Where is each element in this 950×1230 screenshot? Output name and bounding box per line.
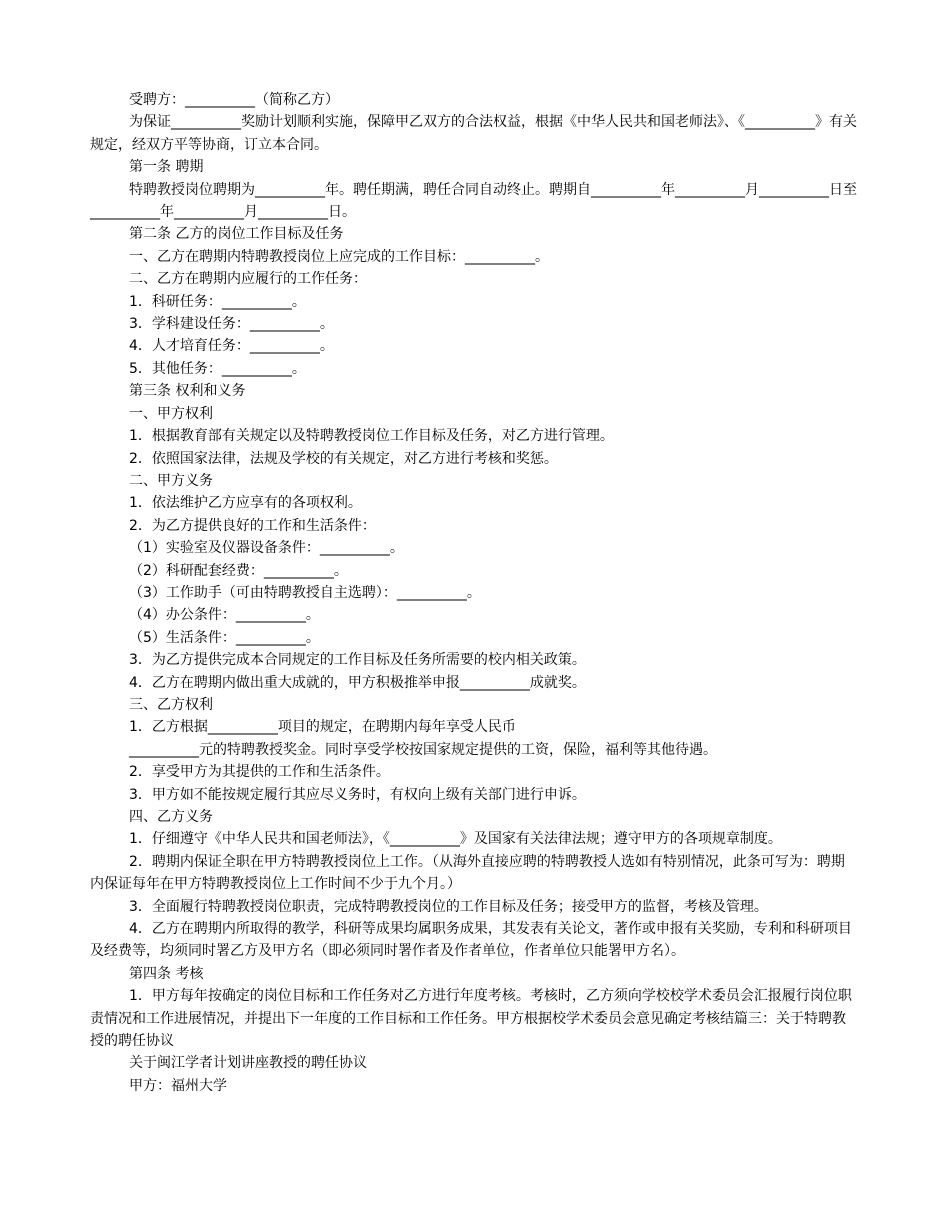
document-paragraph: （4）办公条件：__________。 <box>129 607 320 624</box>
document-paragraph: 甲方：福州大学 <box>129 1077 227 1094</box>
document-paragraph: 1．仔细遵守《中华人民共和国老师法》，《__________》及国家有关法律法规；遵守甲方的各项规章制度。 <box>129 831 782 848</box>
document-paragraph: （2）科研配套经费：__________。 <box>129 562 348 579</box>
document-paragraph: 一、乙方在聘期内特聘教授岗位上应完成的工作目标：__________。 <box>129 248 549 265</box>
document-paragraph: 特聘教授岗位聘期为__________年。聘任期满，聘任合同自动终止。聘期自__________年__________月__________日至__________年__________月__________日。 <box>90 181 857 221</box>
document-paragraph: __________元的特聘教授奖金。同时享受学校按国家规定提供的工资，保险，福利等其他待遇。 <box>129 741 717 758</box>
document-body <box>90 89 858 1097</box>
document-paragraph: 第二条 乙方的岗位工作目标及任务 <box>129 226 344 243</box>
document-paragraph: 2．依照国家法律，法规及学校的有关规定，对乙方进行考核和奖惩。 <box>129 450 558 467</box>
document-paragraph: 3．全面履行特聘教授岗位职责，完成特聘教授岗位的工作目标及任务；接受甲方的监督，考核及管理。 <box>129 898 768 915</box>
document-paragraph: 二、乙方在聘期内应履行的工作任务： <box>129 271 367 288</box>
document-paragraph: 关于闽江学者计划讲座教授的聘任协议 <box>129 1055 367 1072</box>
document-paragraph: 2．享受甲方为其提供的工作和生活条件。 <box>129 764 390 781</box>
document-paragraph: （3）工作助手（可由特聘教授自主选聘）：__________。 <box>129 584 481 601</box>
document-paragraph: 第一条 聘期 <box>129 159 204 176</box>
document-paragraph: 5．其他任务：__________。 <box>129 360 306 377</box>
document-paragraph: 四、乙方义务 <box>129 809 213 825</box>
document-paragraph: 4．乙方在聘期内所取得的教学，科研等成果均属职务成果，其发表有关论文，著作或申报有关奖励，专利和科研项目及经费等，均须同时署乙方及甲方名（即必须同时署作者及作者单位，作者单位只能署甲方名）。 <box>90 921 852 960</box>
document-paragraph: 2．为乙方提供良好的工作和生活条件： <box>129 517 376 534</box>
document-paragraph: 一、甲方权利 <box>129 405 213 422</box>
document-paragraph: 1．依法维护乙方应享有的各项权利。 <box>129 495 362 512</box>
document-paragraph: 1．甲方每年按确定的岗位目标和工作任务对乙方进行年度考核。考核时，乙方须向学校校学术委员会汇报履行岗位职责情况和工作进展情况，并提出下一年度的工作目标和工作任务。甲方根据校学术委员会意见确定考核结篇三：关于特聘教授的聘任协议 <box>90 988 852 1050</box>
document-paragraph: 2．聘期内保证全职在甲方特聘教授岗位上工作。（从海外直接应聘的特聘教授人选如有特别情况，此条可写为：聘期内保证每年在甲方特聘教授岗位上工作时间不少于九个月。） <box>90 853 845 893</box>
document-paragraph: 二、甲方义务 <box>129 472 213 489</box>
document-paragraph: 4．人才培育任务：__________。 <box>129 338 334 355</box>
document-paragraph: 为保证__________奖励计划顺利实施，保障甲乙双方的合法权益，根据《中华人民共和国老师法》、《__________》有关规定，经双方平等协商，订立本合同。 <box>90 114 857 153</box>
document-paragraph: 3．学科建设任务：__________。 <box>129 316 334 333</box>
document-paragraph: 第四条 考核 <box>129 965 204 982</box>
document-paragraph: 4．乙方在聘期内做出重大成就的，甲方积极推举申报__________成就奖。 <box>129 674 586 691</box>
document-paragraph: 1．科研任务：__________。 <box>129 293 306 310</box>
document-paragraph: 3．为乙方提供完成本合同规定的工作目标及任务所需要的校内相关政策。 <box>129 652 586 669</box>
document-paragraph: （5）生活条件：__________。 <box>129 629 320 646</box>
document-paragraph: （1）实验室及仪器设备条件：__________。 <box>129 540 404 557</box>
document-paragraph: 3．甲方如不能按规定履行其应尽义务时，有权向上级有关部门进行申诉。 <box>129 786 586 803</box>
document-paragraph: 第三条 权利和义务 <box>129 383 246 400</box>
document-paragraph: 受聘方：__________（简称乙方） <box>129 92 339 108</box>
document-paragraph: 1．乙方根据__________项目的规定，在聘期内每年享受人民币 <box>129 719 516 736</box>
document-paragraph: 1．根据教育部有关规定以及特聘教授岗位工作目标及任务，对乙方进行管理。 <box>129 428 614 445</box>
document-paragraph: 三、乙方权利 <box>129 696 213 713</box>
